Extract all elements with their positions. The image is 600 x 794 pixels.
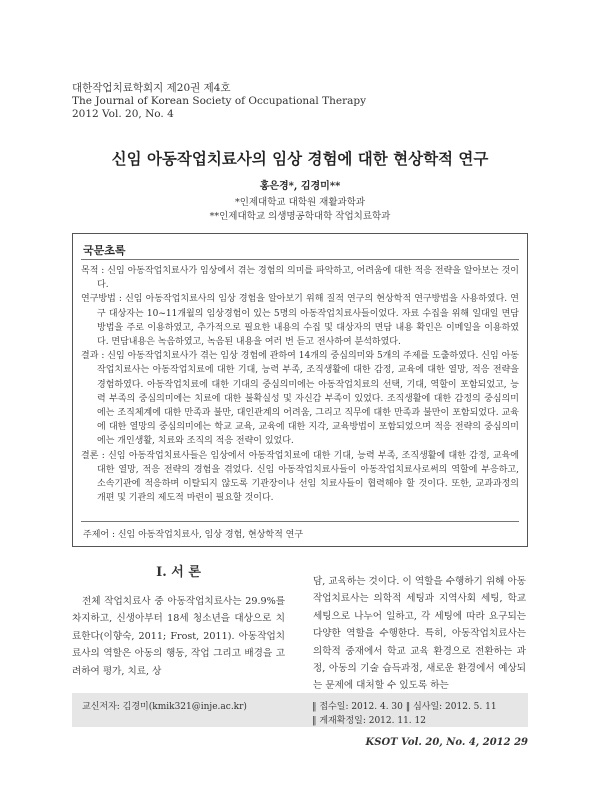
abstract-divider [81,259,519,260]
affiliation-1: *인제대학교 대학원 재활과학과 [234,197,366,208]
abstract-body [81,264,519,505]
abstract-purpose: 목적 : 신임 아동작업치료사가 임상에서 겪는 경험의 의미를 파악하고, 어려움에 대한 적응 전략을 알아보는 것이다. [81,266,519,291]
submission-dates: ‖ 접수일: 2012. 4. 30 ‖ 심사일: 2012. 5. 11 [312,702,497,712]
abstract-box [72,233,528,547]
abstract-heading: 국문초록 [83,244,126,257]
keywords-divider [81,521,519,522]
intro-paragraph-left: 전체 작업치료사 중 아동작업치료사는 29.9%를 차지하고, 신생아부터 18세 청소년을 대상으로 치료한다(이향숙, 2011; Frost, 2011). 아동작업치료사의 역할은 아동의 행동, 작업 그리고 배경을 고려하여 평가, 치료, 상 [72,596,285,677]
body-column-right [313,573,526,695]
abstract-keywords: 주제어 : 신임 아동작업치료사, 임상 경험, 현상학적 연구 [83,530,304,540]
corresponding-author: 교신저자: 김경미(kmik321@inje.ac.kr) [82,702,247,712]
intro-paragraph-right: 담, 교육하는 것이다. 이 역할을 수행하기 위해 아동작업치료사는 의학적 세팅과 지역사회 세팅, 학교 세팅으로 나누어 일하고, 각 세팅에 따라 요구되는 다양한 역할을 수행한다. 특히, 아동작업치료사는 의학적 중재에서 학교 교육 환경으로 전환하는 과정, 아동의 기술 습득과정, 새로운 환경에서 예상되는 문제에 대처할 수 있도록 하는 [313,576,526,692]
journal-name-korean: 대한작업치료학회지 제20권 제4호 [72,82,231,94]
abstract-conclusion: 결론 : 신임 아동작업치료사들은 임상에서 아동작업치료에 대한 기대, 능력 부족, 조직생활에 대한 감정, 교육에 대한 열망, 적응 전략의 경험을 겪었다. 신임 아동작업치료사들이 아동작업치료사로써의 역할에 부응하고, 소속기관에 적응하며 이탈되지 않도록 기관장이나 선임 치료사들이 협력해야 할 것이다. 또한, 교과과정의 개편 및 기관의 제도적 마련이 필요할 것이다. [81,450,519,504]
journal-header [72,82,366,121]
abstract-methods: 연구방법 : 신임 아동작업치료사의 임상 경험을 알아보기 위해 질적 연구의 현상학적 연구방법을 사용하였다. 연구 대상자는 10~11개월의 임상경험이 있는 5명의 아동작업치료사들이었다. 자료 수집을 위해 일대일 면담방법을 주로 이용하였고, 추가적으로 필요한 내용의 수집 및 대상자의 면담 내용 확인은 이메일을 이용하였다. 면담내용은 녹음하였고, 녹음된 내용을 여러 번 듣고 전사하여 분석하였다. [81,294,519,348]
abstract-results: 결과 : 신임 아동작업치료사가 겪는 임상 경험에 관하여 14개의 중심의미와 5개의 주제를 도출하였다. 신임 아동작업치료사는 아동작업치료에 대한 기대, 능력 부족, 조직생활에 대한 감정, 교육에 대한 열망, 적응 전략을 경험하였다. 아동작업치료에 대한 기대의 중심의미에는 아동작업치료의 선택, 기대, 역할이 포함되었고, 능력 부족의 중심의미에는 치료에 대한 불확실성 및 자신감 부족이 있었다. 조직생활에 대한 감정의 중심의미에는 조직체계에 대한 만족과 불만, 대인관계의 어려움, 그리고 직무에 대한 만족과 불만이 포함되었다. 교육에 대한 열망의 중심의미에는 학교 교육, 교육에 대한 지각, 교육방법이 포함되었으며 적응 전략의 중심의미에는 개인생활, 치료와 조직의 적응 전략이 있었다. [81,351,519,447]
page-footer: KSOT Vol. 20, No. 4, 2012 29 [365,737,528,748]
paper-title: 신임 아동작업치료사의 임상 경험에 대한 현상학적 연구 [111,149,489,168]
section-heading-introduction: I. 서 론 [156,565,201,580]
journal-name-english: The Journal of Korean Society of Occupational Therapy [72,95,367,107]
body-column-left [72,565,285,680]
acceptance-date: ‖ 게재확정일: 2012. 11. 12 [312,716,426,726]
affiliation-2: **인제대학교 의생명공학대학 작업치료학과 [209,211,391,222]
journal-volume: 2012 Vol. 20, No. 4 [72,108,174,120]
footnote-box [72,693,528,727]
author-list: 홍은경*, 김경미** [259,181,341,192]
